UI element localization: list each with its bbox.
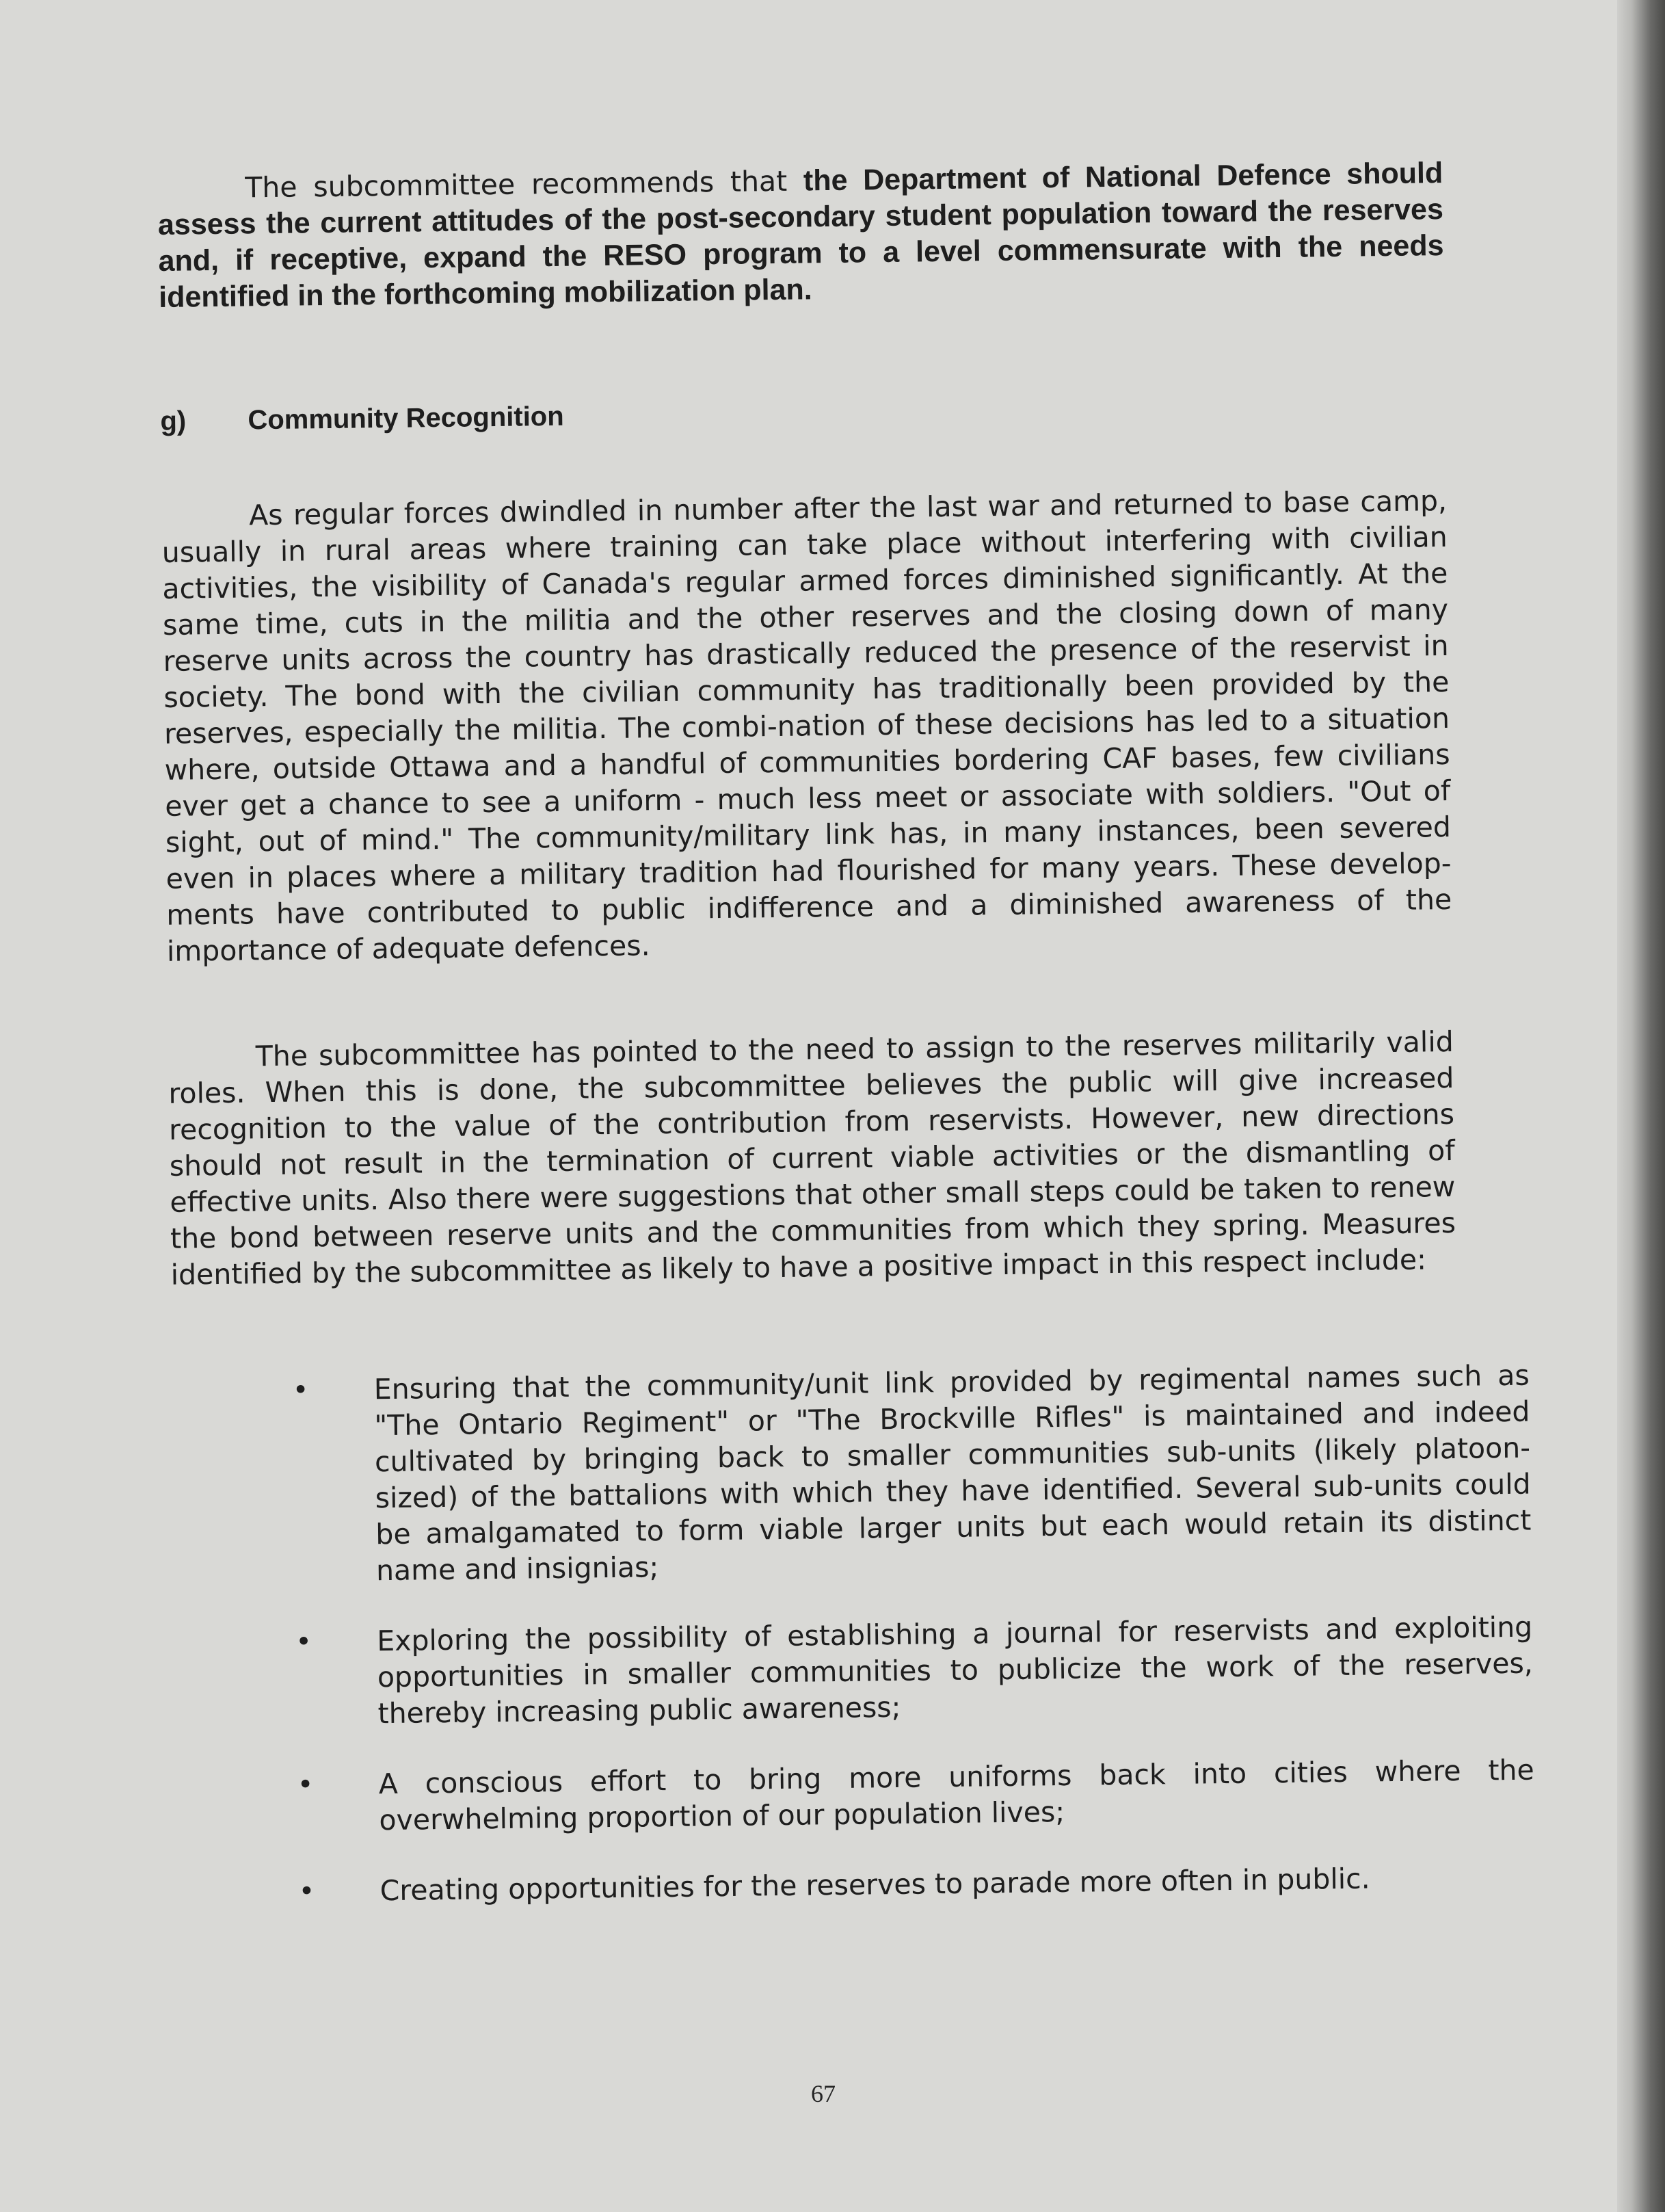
bullet-icon: • [297,1769,314,1801]
bullet-icon: • [292,1374,309,1406]
section-letter: g) [160,406,187,436]
list-item-text: A conscious effort to bring more uniforms back into cities where the overwhelming proportion of our population lives; [378,1753,1535,1837]
list-item [172,1358,1532,1592]
list-item [175,1609,1534,1735]
list-item [178,1859,1535,1912]
section-heading [160,391,1446,437]
section-title: Community Recognition [248,401,564,436]
bullet-icon: • [298,1875,315,1908]
binding-edge [1617,0,1665,2212]
list-item-text: Ensuring that the community/unit link provided by regimental names such as "The Ontario Regiment" or "The Brockville Rifles" is maintained and indeed cultivated by bringing back to smaller communities sub-units (likely platoon-sized) of the battalions with which they have identified. Several sub-units could be amalgamated to form viable larger units but each would retain its distinct name and insignias; [373,1358,1532,1588]
page-content [157,155,1535,1946]
recommendation-paragraph [157,155,1444,316]
bullet-icon: • [295,1626,312,1658]
body-paragraph-2: The subcommittee has pointed to the need to assign to the reserves militarily valid roles. When this is done, the subcommittee believes the public will give increased recognition to the value of the contribution from reservists. However, new directions should not result in the termination of current viable activities or the dismantling of effective units. Also there were suggestions that other small steps could be taken to renew the bond between reserve units and the communities from which they spring. Measures identified by the subcommittee as likely to have a positive impact in this respect include: [168,1025,1456,1291]
list-item-text: Exploring the possibility of establishing a journal for reservists and exploiting opportunities in smaller communities to publicize the work of the reserves, thereby increasing public awareness; [376,1610,1534,1730]
recommendation-bold-text: the Department of National Defence should assess the current attitudes of the post-secondary student population toward the reserves and, if receptive, expand the RESO program to a level commensurate with the needs identified in the forthcoming mobilization plan. [157,157,1444,314]
recommendation-lead: The subcommittee recommends that [245,164,804,205]
page-number: 67 [811,2080,836,2107]
list-item-text: Creating opportunities for the reserves to parade more often in public. [379,1862,1370,1908]
list-item [177,1752,1535,1841]
measures-list [172,1358,1535,1912]
body-paragraph-1: As regular forces dwindled in number after the last war and returned to base camp, usually in rural areas where training can take place without interfering with civilian activities, the visibility of Canada's regular armed forces diminished significantly. At the same time, cuts in the militia and the other reserves and the closing down of many reserve units across the country has drastically reduced the presence of the reservist in society. The bond with the civilian community has traditionally been provided by the reserves, especially the militia. The combi-nation of these decisions has led to a situation where, outside Ottawa and a handful of communities bordering CAF bases, few civilians ever get a chance to see a uniform - much less meet or associate with soldiers. "Out of sight, out of mind." The community/military link has, in many instances, been severed even in places where a military tradition had flourished for many years. These develop-ments have contributed to public indifference and a diminished awareness of the importance of adequate defences. [161,484,1452,968]
